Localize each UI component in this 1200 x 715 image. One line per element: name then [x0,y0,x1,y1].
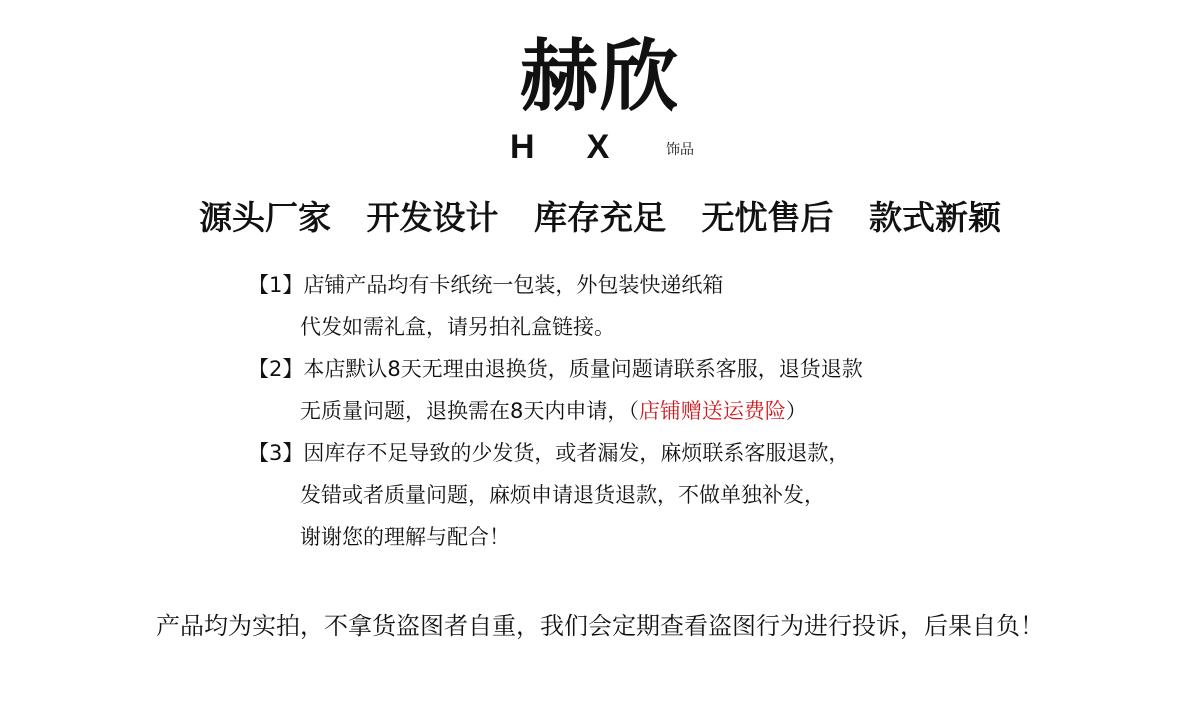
tagline [0,198,1200,238]
note-2-line-1: 【2】本店默认8天无理由退换货，质量问题请联系客服，退货退款 [248,357,863,381]
note-2-line-2-close: ） [785,399,807,423]
note-3-line-1: 【3】因库存不足导致的少发货，或者漏发，麻烦联系客服退款， [248,441,850,465]
footer-warning: 产品均为实拍，不拿货盗图者自重，我们会定期查看盗图行为进行投诉，后果自负！ [156,612,1044,640]
note-3-line-2: 发错或者质量问题，麻烦申请退货退款，不做单独补发， [300,483,825,507]
tagline-item: 开发设计 [366,198,499,237]
note-2-line-2 [248,390,863,432]
tagline-item: 款式新颖 [869,198,1001,237]
brand-letter-x: X [586,128,610,166]
note-3-line-3: 谢谢您的理解与配合！ [300,525,510,549]
brand-latin [510,130,661,164]
tagline-item: 源头厂家 [199,198,331,237]
tagline-item: 库存充足 [534,198,666,237]
note-1-line-2: 代发如需礼盒，请另拍礼盒链接。 [300,315,615,339]
note-1-line-1: 【1】店铺产品均有卡纸统一包装，外包装快递纸箱 [248,273,724,297]
brand-subtitle: 饰品 [666,142,694,158]
freight-insurance-highlight: 店铺赠送运费险 [638,399,786,423]
brand-title: 赫欣 [519,32,680,122]
brand-letter-h: H [510,128,535,166]
note-2-line-2-text: 无质量问题，退换需在8天内申请，（ [300,399,639,423]
tagline-item: 无忧售后 [701,198,834,237]
notes-block [248,264,863,558]
